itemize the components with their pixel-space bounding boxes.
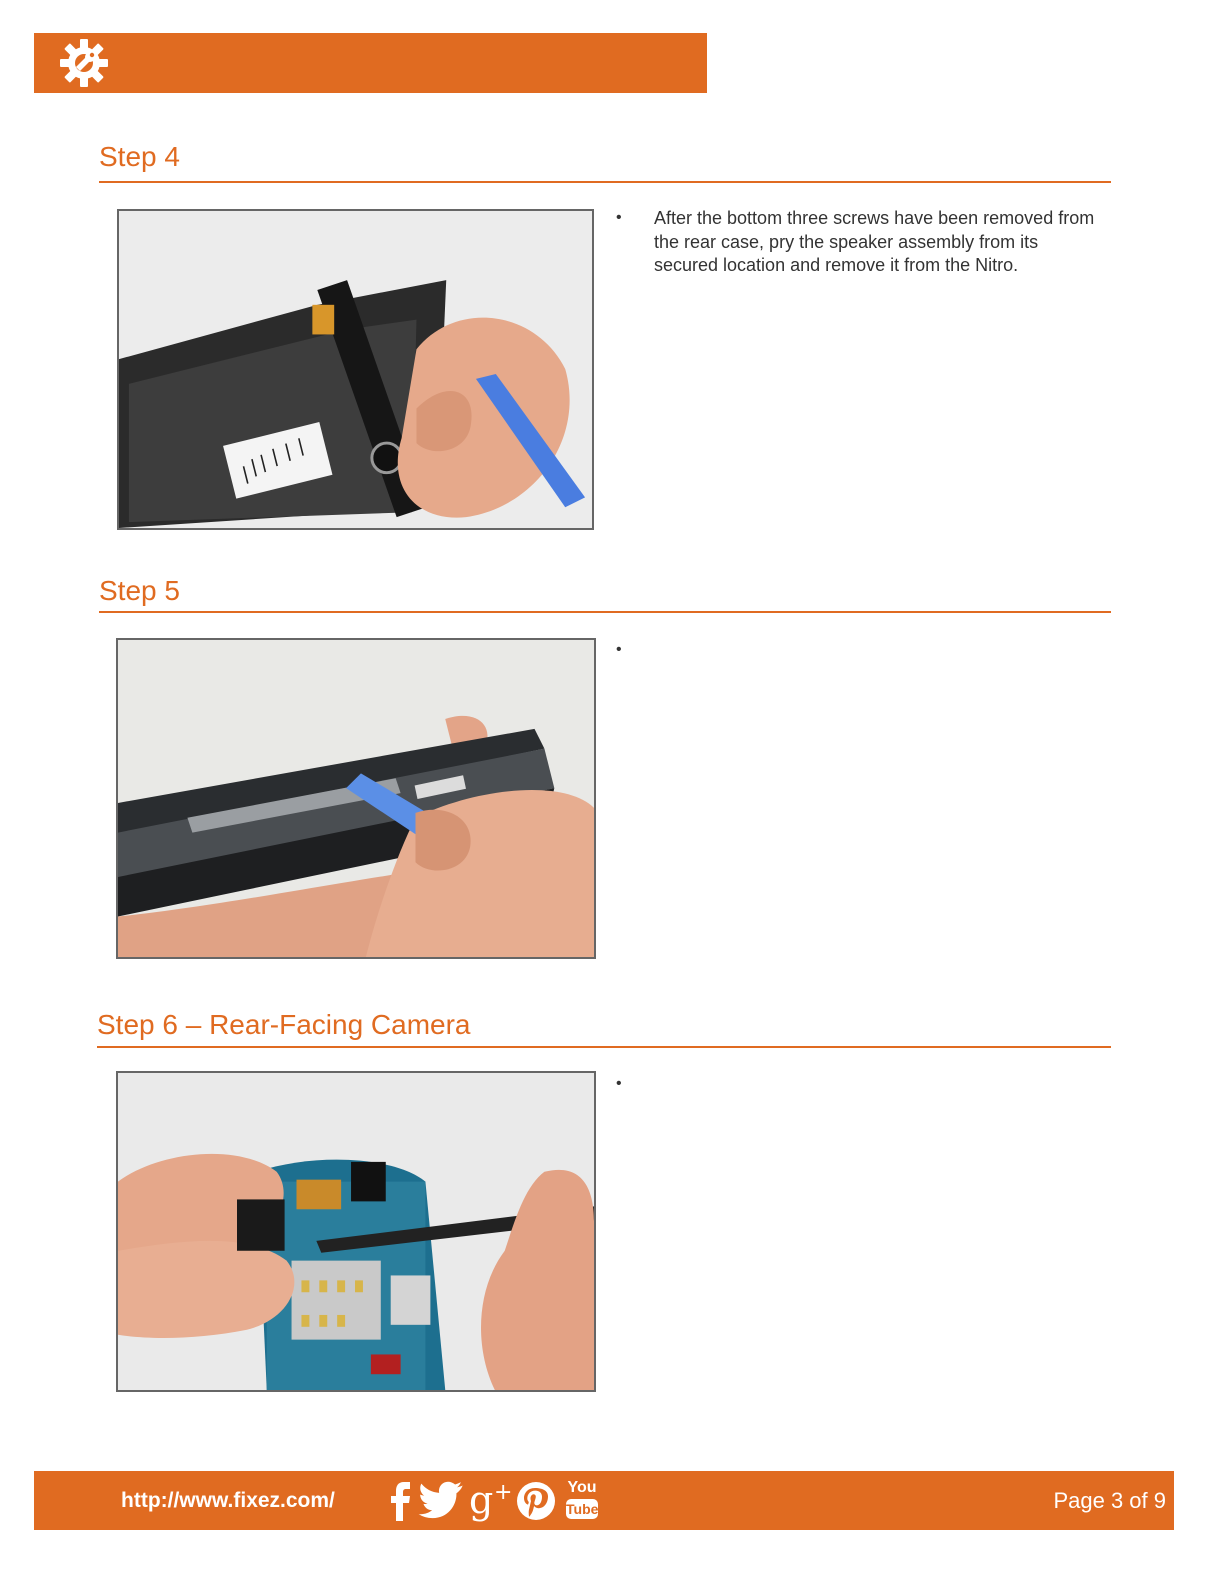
step-6-title: Step 6 – Rear-Facing Camera — [97, 1009, 471, 1040]
facebook-icon[interactable] — [386, 1479, 416, 1523]
svg-text:g: g — [469, 1479, 494, 1522]
step-6-photo — [116, 1071, 596, 1392]
phone-speaker-pry-photo — [119, 211, 592, 528]
step-4-divider — [99, 181, 1111, 183]
step-4-bullet: • — [616, 209, 622, 226]
rear-camera-removal-photo — [118, 1073, 594, 1390]
twitter-icon[interactable] — [418, 1479, 466, 1523]
google-plus-icon[interactable] — [468, 1479, 514, 1523]
phone-frame-pry-photo — [118, 640, 594, 957]
youtube-icon-tube: Tube — [566, 1501, 599, 1517]
step-6-divider — [97, 1046, 1111, 1048]
pinterest-icon[interactable] — [515, 1479, 557, 1523]
step-4-photo — [117, 209, 594, 530]
gear-wrench-icon — [58, 37, 110, 89]
footer-bar — [34, 1471, 1174, 1530]
step-5-bullet: • — [616, 641, 622, 658]
website-link[interactable]: http://www.fixez.com/ — [121, 1489, 335, 1512]
page-number: Page 3 of 9 — [1053, 1488, 1166, 1513]
step-4-instructions: After the bottom three screws have been removed from the rear case, pry the speaker assembly from its secured location and remove it from the Nitro. — [654, 208, 1095, 275]
header-bar — [34, 33, 707, 93]
step-5-photo — [116, 638, 596, 959]
svg-text:+: + — [494, 1480, 513, 1505]
step-4-title: Step 4 — [99, 141, 180, 172]
step-5-title: Step 5 — [99, 575, 180, 606]
youtube-icon[interactable] — [564, 1479, 600, 1523]
youtube-icon-you: You — [567, 1479, 597, 1496]
step-5-divider — [99, 611, 1111, 613]
step-6-bullet: • — [616, 1075, 622, 1092]
